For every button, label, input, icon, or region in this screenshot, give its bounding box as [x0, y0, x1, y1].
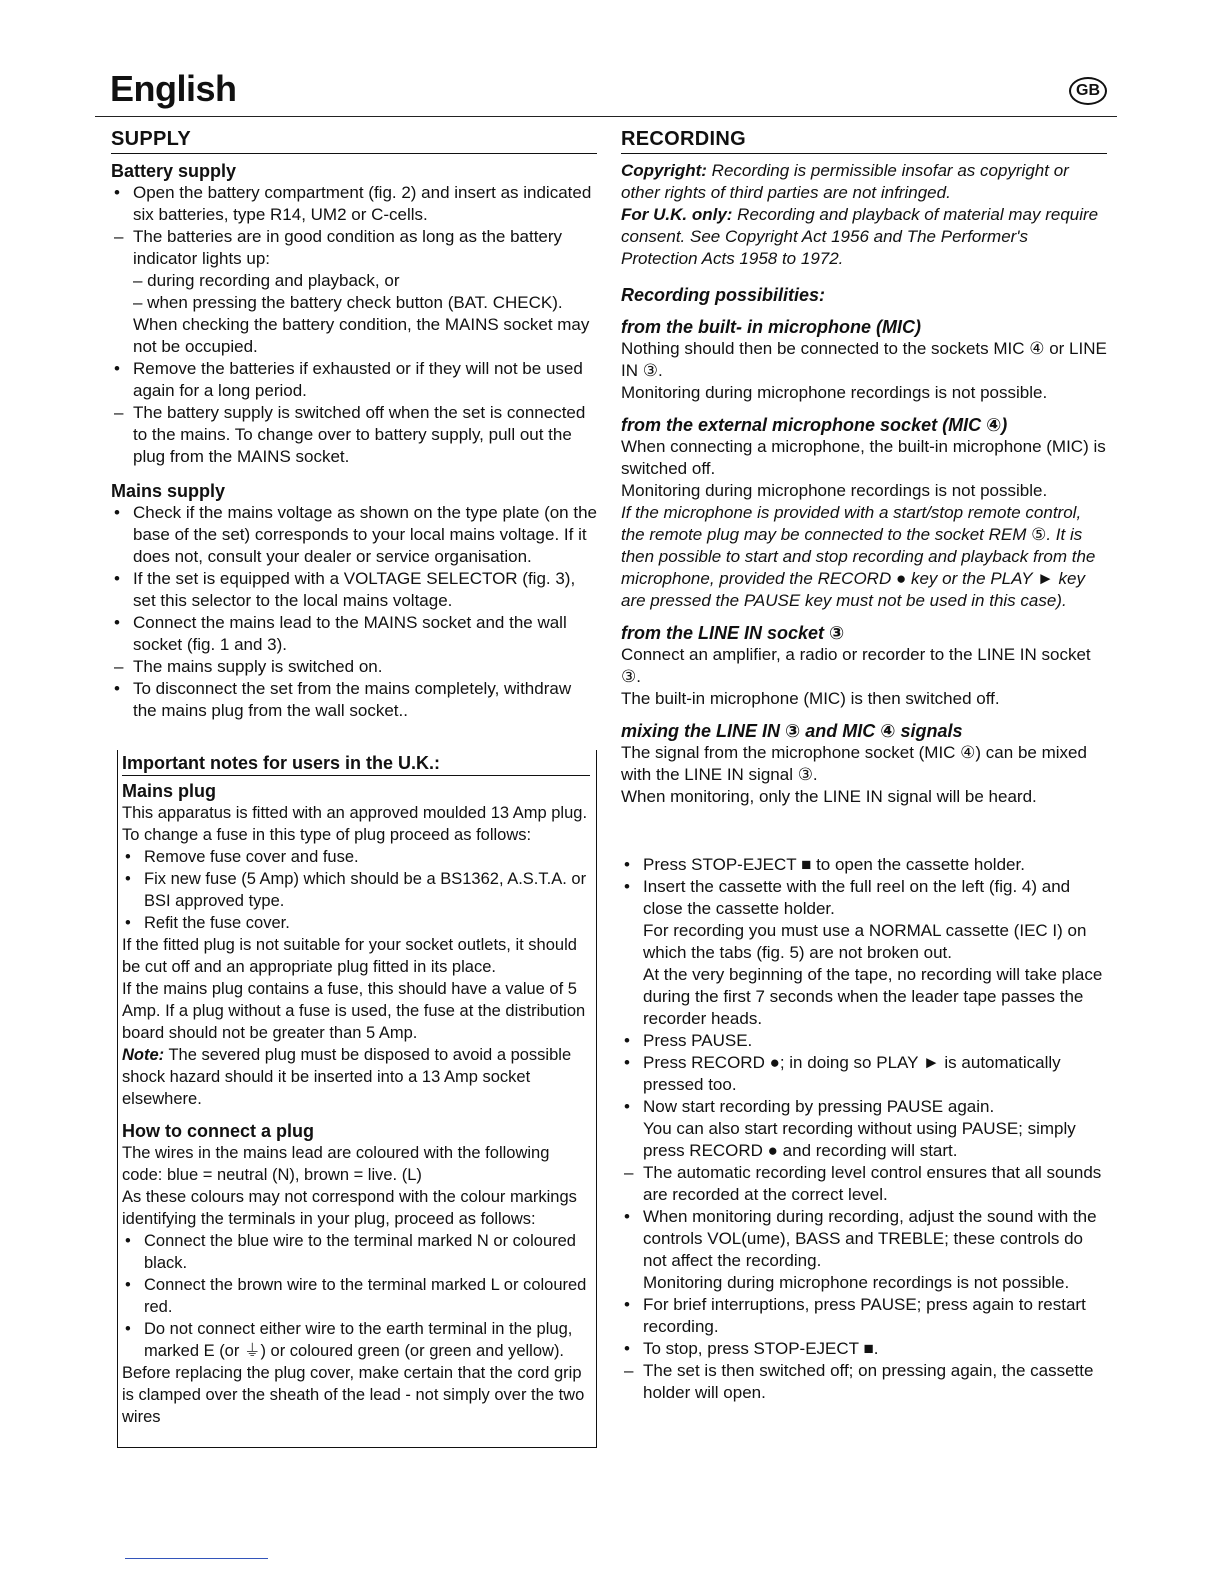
list-item-text: For brief interruptions, press PAUSE; press again to restart recording. — [643, 1295, 1086, 1336]
recording-possibilities-heading: Recording possibilities: — [621, 285, 826, 305]
list-item-text: Connect the blue wire to the terminal marked N or coloured black. — [144, 1232, 576, 1272]
bullet-icon: • — [624, 1097, 630, 1116]
connect-para-1: The wires in the mains lead are coloured with the following code: blue = neutral (N), brown = live. (L) — [122, 1144, 550, 1184]
steps-note-4: Monitoring during microphone recordings is not possible. — [643, 1273, 1070, 1292]
list-item — [111, 182, 597, 226]
connect-para-3: Before replacing the plug cover, make certain that the cord grip is clamped over the sheath of the lead - not simply over the two wires — [122, 1364, 585, 1426]
list-item-text: Remove the batteries if exhausted or if they will not be used again for a long period. — [133, 359, 583, 400]
dash-icon: – — [114, 657, 124, 676]
list-item — [621, 1052, 1107, 1096]
list-item-text: To stop, press STOP-EJECT ■. — [643, 1339, 879, 1358]
bullet-icon: • — [624, 877, 630, 896]
list-item-text: Connect the brown wire to the terminal marked L or coloured red. — [144, 1276, 587, 1316]
bullet-icon: • — [125, 914, 131, 932]
list-item — [621, 1360, 1107, 1404]
line-in-text-2: The built-in microphone (MIC) is then switched off. — [621, 689, 1000, 708]
list-item-text: If the set is equipped with a VOLTAGE SELECTOR (fig. 3), set this selector to the local mains voltage. — [133, 569, 576, 610]
bullet-icon: • — [125, 870, 131, 888]
copyright-text: Recording is permissible insofar as copyright or other rights of third parties are not infringed. — [621, 161, 1069, 202]
list-item — [111, 502, 597, 568]
steps-note-1: For recording you must use a NORMAL cassette (IEC I) on which the tabs (fig. 5) are not broken out. — [643, 921, 1087, 962]
recording-title: RECORDING — [621, 128, 1107, 154]
plug-list — [122, 846, 590, 934]
bullet-icon: • — [125, 1276, 131, 1294]
bullet-icon: • — [624, 1053, 630, 1072]
recording-steps-1 — [621, 854, 1107, 920]
list-item — [621, 1206, 1107, 1272]
list-item-text: Connect the mains lead to the MAINS socket and the wall socket (fig. 1 and 3). — [133, 613, 567, 654]
list-item — [111, 568, 597, 612]
plug-para-1: If the fitted plug is not suitable for your socket outlets, it should be cut off and an appropriate plug fitted in its place. — [122, 936, 577, 976]
bullet-icon: • — [114, 613, 120, 632]
uk-only-paragraph — [621, 204, 1107, 270]
list-item-text: Press RECORD ●; in doing so PLAY ► is automatically pressed too. — [643, 1053, 1061, 1094]
list-item — [111, 656, 597, 678]
list-item-text: The set is then switched off; on pressing again, the cassette holder will open. — [643, 1361, 1094, 1402]
list-item-text: Open the battery compartment (fig. 2) and insert as indicated six batteries, type R14, UM2 or C-cells. — [133, 183, 592, 224]
list-item-text: The battery supply is switched off when the set is connected to the mains. To change over to battery supply, pull out the plug from the MAINS socket. — [133, 403, 586, 466]
list-item-text: Fix new fuse (5 Amp) which should be a BS1362, A.S.T.A. or BSI approved type. — [144, 870, 587, 910]
list-item-text: The automatic recording level control ensures that all sounds are recorded at the correct level. — [643, 1163, 1102, 1204]
battery-sub-2: – when pressing the battery check button (BAT. CHECK). — [133, 293, 563, 312]
uk-only-label: For U.K. only: — [621, 205, 733, 224]
mains-list — [111, 502, 597, 722]
dash-icon: – — [114, 403, 124, 422]
list-item — [621, 876, 1107, 920]
battery-sub-1: – during recording and playback, or — [133, 271, 400, 290]
bullet-icon: • — [624, 1295, 630, 1314]
list-item — [111, 612, 597, 656]
language-badge: GB — [1069, 77, 1107, 105]
mains-supply-heading: Mains supply — [111, 481, 226, 501]
bullet-icon: • — [125, 1232, 131, 1250]
list-item-text: Check if the mains voltage as shown on the type plate (on the base of the set) corresponds to your local mains voltage. If it does not, consult your dealer or service organisation. — [133, 503, 597, 566]
mixing-text-1: The signal from the microphone socket (MIC ④) can be mixed with the LINE IN signal ③. — [621, 743, 1087, 784]
footer-rule — [125, 1558, 268, 1559]
copyright-label: Copyright: — [621, 161, 707, 180]
note-text: The severed plug must be disposed to avoid a possible shock hazard should it be inserted into a 13 Amp socket elsewhere. — [122, 1046, 572, 1108]
list-item-text: Refit the fuse cover. — [144, 914, 290, 932]
builtin-text-1: Nothing should then be connected to the sockets MIC ④ or LINE IN ③. — [621, 339, 1107, 380]
list-item — [122, 1318, 590, 1362]
list-item-text: Press PAUSE. — [643, 1031, 753, 1050]
external-text-1: When connecting a microphone, the built-in microphone (MIC) is switched off. — [621, 437, 1106, 478]
header-rule — [95, 116, 1117, 117]
battery-supply-heading: Battery supply — [111, 161, 237, 181]
line-in-heading: from the LINE IN socket ③ — [621, 623, 845, 643]
list-item-text: Now start recording by pressing PAUSE again. — [643, 1097, 995, 1116]
bullet-icon: • — [114, 679, 120, 698]
uk-only-text: Recording and playback of material may require consent. See Copyright Act 1956 and The Performer's Protection Acts 1958 to 1972. — [621, 205, 1099, 268]
mains-plug-heading: Mains plug — [122, 781, 216, 801]
page-title: English — [110, 68, 237, 109]
line-in-text-1: Connect an amplifier, a radio or recorder to the LINE IN socket ③. — [621, 645, 1091, 686]
connect-para-2: As these colours may not correspond with the colour markings identifying the terminals in your plug, proceed as follows: — [122, 1188, 577, 1228]
list-item-text: Press STOP-EJECT ■ to open the cassette holder. — [643, 855, 1025, 874]
list-item — [621, 1096, 1107, 1118]
builtin-text-2: Monitoring during microphone recordings is not possible. — [621, 383, 1048, 402]
connect-list — [122, 1230, 590, 1362]
list-item-text: The mains supply is switched on. — [133, 657, 383, 676]
recording-steps-2 — [621, 1030, 1107, 1118]
recording-steps-4 — [621, 1294, 1107, 1404]
steps-note-2: At the very beginning of the tape, no recording will take place during the first 7 seconds when the leader tape passes the recorder heads. — [643, 965, 1103, 1028]
recording-section — [621, 128, 1107, 1404]
bullet-icon: • — [624, 1207, 630, 1226]
bullet-icon: • — [114, 569, 120, 588]
supply-section — [111, 128, 597, 722]
list-item — [111, 226, 597, 270]
list-item — [621, 1162, 1107, 1206]
dash-icon: – — [114, 227, 124, 246]
list-item — [122, 846, 590, 868]
copyright-paragraph — [621, 160, 1107, 204]
list-item — [122, 1274, 590, 1318]
external-text-3: If the microphone is provided with a start/stop remote control, the remote plug may be connected to the socket REM ⑤. It is then possible to start and stop recording and playback from the microphone, provided the RECORD ● key or the PLAY ► key are pressed the PAUSE key must not be used in this case). — [621, 503, 1096, 610]
battery-note: When checking the battery condition, the MAINS socket may not be occupied. — [133, 315, 590, 356]
connect-plug-heading: How to connect a plug — [122, 1121, 314, 1141]
bullet-icon: • — [125, 848, 131, 866]
steps-note-3: You can also start recording without using PAUSE; simply press RECORD ● and recording will start. — [643, 1119, 1076, 1160]
bullet-icon: • — [624, 1031, 630, 1050]
list-item-text: The batteries are in good condition as long as the battery indicator lights up: — [133, 227, 563, 268]
note-label: Note: — [122, 1046, 165, 1064]
list-item — [122, 1230, 590, 1274]
list-item — [111, 678, 597, 722]
bullet-icon: • — [125, 1320, 131, 1338]
list-item — [621, 854, 1107, 876]
plug-intro: This apparatus is fitted with an approved moulded 13 Amp plug. To change a fuse in this type of plug proceed as follows: — [122, 804, 588, 844]
list-item-text: To disconnect the set from the mains completely, withdraw the mains plug from the wall socket.. — [133, 679, 572, 720]
list-item — [111, 358, 597, 402]
list-item — [111, 402, 597, 468]
bullet-icon: • — [114, 359, 120, 378]
list-item — [122, 868, 590, 912]
note-paragraph — [122, 1044, 590, 1110]
list-item-text: Do not connect either wire to the earth terminal in the plug, marked E (or ⏚) or coloured green (or green and yellow). — [144, 1320, 573, 1360]
dash-icon: – — [624, 1361, 634, 1380]
builtin-mic-heading: from the built- in microphone (MIC) — [621, 317, 921, 337]
uk-notes-box — [117, 750, 597, 1448]
list-item-text: Remove fuse cover and fuse. — [144, 848, 359, 866]
list-item-text: When monitoring during recording, adjust the sound with the controls VOL(ume), BASS and TREBLE; these controls do not affect the recording. — [643, 1207, 1097, 1270]
mixing-heading: mixing the LINE IN ③ and MIC ④ signals — [621, 721, 963, 741]
list-item — [621, 1338, 1107, 1360]
mixing-text-2: When monitoring, only the LINE IN signal will be heard. — [621, 787, 1037, 806]
external-mic-heading: from the external microphone socket (MIC ④) — [621, 415, 1008, 435]
plug-para-2: If the mains plug contains a fuse, this should have a value of 5 Amp. If a plug without a fuse is used, the fuse at the distribution board should not be greater than 5 Amp. — [122, 980, 586, 1042]
bullet-icon: • — [114, 183, 120, 202]
recording-steps-3 — [621, 1162, 1107, 1272]
dash-icon: – — [624, 1163, 634, 1182]
battery-list-2 — [111, 358, 597, 468]
list-item — [621, 1294, 1107, 1338]
bullet-icon: • — [624, 1339, 630, 1358]
list-item — [621, 1030, 1107, 1052]
bullet-icon: • — [624, 855, 630, 874]
battery-list — [111, 182, 597, 270]
list-item — [122, 912, 590, 934]
external-text-2: Monitoring during microphone recordings is not possible. — [621, 481, 1048, 500]
supply-title: SUPPLY — [111, 128, 597, 154]
list-item-text: Insert the cassette with the full reel on the left (fig. 4) and close the cassette holder. — [643, 877, 1071, 918]
uk-notes-title: Important notes for users in the U.K.: — [122, 753, 590, 776]
bullet-icon: • — [114, 503, 120, 522]
